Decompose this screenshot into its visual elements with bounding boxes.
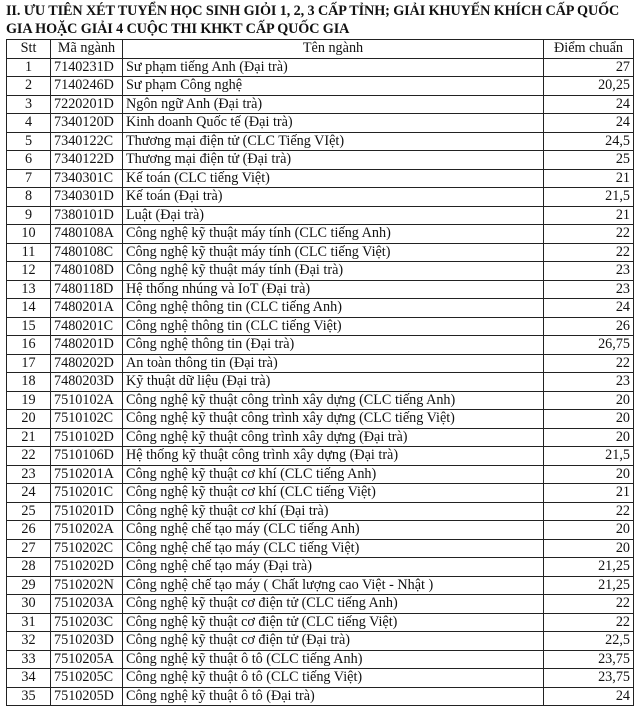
table-row (7, 558, 634, 577)
cell-stt: 11 (7, 243, 51, 262)
cell-ma-nganh: 7340122C (51, 132, 123, 151)
cell-ten-nganh: Công nghệ chế tạo máy ( Chất lượng cao Việt - Nhật ) (123, 576, 544, 595)
cell-diem-chuan: 22 (544, 243, 634, 262)
cell-stt: 34 (7, 669, 51, 688)
cell-ma-nganh: 7510201C (51, 484, 123, 503)
table-row (7, 280, 634, 299)
cell-ma-nganh: 7510205A (51, 650, 123, 669)
cell-stt: 21 (7, 428, 51, 447)
cell-ma-nganh: 7480108A (51, 225, 123, 244)
table-row (7, 410, 634, 429)
cell-ma-nganh: 7510102D (51, 428, 123, 447)
cell-ma-nganh: 7220201D (51, 95, 123, 114)
cell-ma-nganh: 7340301C (51, 169, 123, 188)
cell-diem-chuan: 21,5 (544, 188, 634, 207)
cell-stt: 22 (7, 447, 51, 466)
cell-ma-nganh: 7510106D (51, 447, 123, 466)
cell-stt: 27 (7, 539, 51, 558)
table-row (7, 132, 634, 151)
table-row (7, 391, 634, 410)
table-row (7, 447, 634, 466)
cell-stt: 35 (7, 687, 51, 706)
table-header-row (7, 40, 634, 59)
cell-ma-nganh: 7140231D (51, 58, 123, 77)
cell-ten-nganh: Công nghệ thông tin (CLC tiếng Anh) (123, 299, 544, 318)
cell-ten-nganh: Hệ thống kỹ thuật công trình xây dựng (Đại trà) (123, 447, 544, 466)
table-row (7, 373, 634, 392)
table-row (7, 484, 634, 503)
table-row (7, 521, 634, 540)
cell-diem-chuan: 22 (544, 613, 634, 632)
cell-ten-nganh: Thương mại điện tử (CLC Tiếng VIệt) (123, 132, 544, 151)
cell-ten-nganh: Công nghệ kỹ thuật công trình xây dựng (CLC tiếng Anh) (123, 391, 544, 410)
cell-ten-nganh: Công nghệ kỹ thuật cơ điện tử (CLC tiếng Anh) (123, 595, 544, 614)
cell-stt: 29 (7, 576, 51, 595)
cell-ten-nganh: Sư phạm tiếng Anh (Đại trà) (123, 58, 544, 77)
table-row (7, 225, 634, 244)
cell-ten-nganh: Công nghệ kỹ thuật máy tính (Đại trà) (123, 262, 544, 281)
table-row (7, 77, 634, 96)
cell-ten-nganh: Công nghệ kỹ thuật ô tô (Đại trà) (123, 687, 544, 706)
cell-ma-nganh: 7140246D (51, 77, 123, 96)
table-row (7, 336, 634, 355)
cell-ten-nganh: Thương mại điện tử (Đại trà) (123, 151, 544, 170)
cell-ma-nganh: 7480108C (51, 243, 123, 262)
cell-ten-nganh: Công nghệ kỹ thuật cơ khí (Đại trà) (123, 502, 544, 521)
cell-ma-nganh: 7510203C (51, 613, 123, 632)
cell-stt: 2 (7, 77, 51, 96)
cell-diem-chuan: 21,5 (544, 447, 634, 466)
cell-ten-nganh: Công nghệ chế tạo máy (CLC tiếng Việt) (123, 539, 544, 558)
cell-ten-nganh: Công nghệ thông tin (Đại trà) (123, 336, 544, 355)
cell-ma-nganh: 7480201A (51, 299, 123, 318)
cell-stt: 32 (7, 632, 51, 651)
cell-ma-nganh: 7480201D (51, 336, 123, 355)
cell-diem-chuan: 21 (544, 484, 634, 503)
cell-ma-nganh: 7510203A (51, 595, 123, 614)
cell-stt: 24 (7, 484, 51, 503)
cell-stt: 18 (7, 373, 51, 392)
cell-diem-chuan: 20 (544, 410, 634, 429)
cell-ma-nganh: 7340122D (51, 151, 123, 170)
table-row (7, 188, 634, 207)
header-stt: Stt (7, 40, 51, 59)
cell-stt: 26 (7, 521, 51, 540)
cell-stt: 3 (7, 95, 51, 114)
cell-ma-nganh: 7510102C (51, 410, 123, 429)
table-row (7, 354, 634, 373)
cell-ten-nganh: Công nghệ kỹ thuật cơ khí (CLC tiếng Việt) (123, 484, 544, 503)
table-row (7, 299, 634, 318)
cell-stt: 6 (7, 151, 51, 170)
cell-diem-chuan: 22 (544, 595, 634, 614)
cell-stt: 12 (7, 262, 51, 281)
cell-diem-chuan: 21 (544, 169, 634, 188)
table-row (7, 465, 634, 484)
table-body (7, 58, 634, 706)
header-diem-chuan: Điểm chuẩn (544, 40, 634, 59)
table-row (7, 95, 634, 114)
cell-stt: 33 (7, 650, 51, 669)
cell-stt: 4 (7, 114, 51, 133)
header-ten-nganh: Tên ngành (123, 40, 544, 59)
cell-diem-chuan: 21,25 (544, 558, 634, 577)
cell-ma-nganh: 7510102A (51, 391, 123, 410)
cell-ten-nganh: Công nghệ kỹ thuật máy tính (CLC tiếng Anh) (123, 225, 544, 244)
cell-diem-chuan: 22 (544, 502, 634, 521)
cell-ma-nganh: 7510205D (51, 687, 123, 706)
cell-diem-chuan: 24 (544, 114, 634, 133)
cell-ten-nganh: Công nghệ kỹ thuật công trình xây dựng (Đại trà) (123, 428, 544, 447)
cell-diem-chuan: 22 (544, 225, 634, 244)
cell-ten-nganh: Kế toán (Đại trà) (123, 188, 544, 207)
cell-stt: 17 (7, 354, 51, 373)
cell-ma-nganh: 7510202D (51, 558, 123, 577)
cell-ten-nganh: Công nghệ kỹ thuật ô tô (CLC tiếng Việt) (123, 669, 544, 688)
cell-stt: 16 (7, 336, 51, 355)
cell-ma-nganh: 7380101D (51, 206, 123, 225)
cell-stt: 13 (7, 280, 51, 299)
cell-diem-chuan: 21 (544, 206, 634, 225)
table-row (7, 576, 634, 595)
section-heading: II. ƯU TIÊN XÉT TUYỂN HỌC SINH GIỎI 1, 2, 3 CẤP TỈNH; GIẢI KHUYẾN KHÍCH CẤP QUỐC GIA HOẶC GIẢI 4 CUỘC THI KHKT CẤP QUỐC GIA (6, 3, 620, 37)
cell-ten-nganh: Kế toán (CLC tiếng Việt) (123, 169, 544, 188)
cell-ten-nganh: Công nghệ kỹ thuật ô tô (CLC tiếng Anh) (123, 650, 544, 669)
cell-ten-nganh: Công nghệ kỹ thuật cơ khí (CLC tiếng Anh) (123, 465, 544, 484)
cell-stt: 28 (7, 558, 51, 577)
cell-ten-nganh: Công nghệ kỹ thuật máy tính (CLC tiếng Việt) (123, 243, 544, 262)
cell-stt: 7 (7, 169, 51, 188)
cell-diem-chuan: 20 (544, 465, 634, 484)
table-row (7, 613, 634, 632)
cell-stt: 19 (7, 391, 51, 410)
cell-ten-nganh: Công nghệ kỹ thuật công trình xây dựng (CLC tiếng Việt) (123, 410, 544, 429)
cell-ten-nganh: Luật (Đại trà) (123, 206, 544, 225)
cell-ma-nganh: 7510202A (51, 521, 123, 540)
cell-stt: 1 (7, 58, 51, 77)
cell-stt: 25 (7, 502, 51, 521)
cell-ten-nganh: Sư phạm Công nghệ (123, 77, 544, 96)
table-row (7, 317, 634, 336)
cell-ten-nganh: Công nghệ kỹ thuật cơ điện tử (CLC tiếng Việt) (123, 613, 544, 632)
cell-stt: 15 (7, 317, 51, 336)
table-row (7, 687, 634, 706)
admission-score-table (6, 39, 634, 706)
cell-ten-nganh: Ngôn ngữ Anh (Đại trà) (123, 95, 544, 114)
cell-ma-nganh: 7340301D (51, 188, 123, 207)
cell-stt: 8 (7, 188, 51, 207)
table-row (7, 502, 634, 521)
cell-ma-nganh: 7480202D (51, 354, 123, 373)
cell-stt: 30 (7, 595, 51, 614)
cell-diem-chuan: 20 (544, 521, 634, 540)
cell-diem-chuan: 25 (544, 151, 634, 170)
table-row (7, 114, 634, 133)
cell-stt: 20 (7, 410, 51, 429)
cell-ten-nganh: Công nghệ chế tạo máy (CLC tiếng Anh) (123, 521, 544, 540)
cell-diem-chuan: 26 (544, 317, 634, 336)
cell-diem-chuan: 23 (544, 373, 634, 392)
cell-stt: 5 (7, 132, 51, 151)
cell-ma-nganh: 7510201D (51, 502, 123, 521)
cell-ma-nganh: 7480203D (51, 373, 123, 392)
cell-ma-nganh: 7510205C (51, 669, 123, 688)
cell-ma-nganh: 7510202C (51, 539, 123, 558)
cell-diem-chuan: 23 (544, 280, 634, 299)
table-row (7, 669, 634, 688)
cell-ma-nganh: 7480201C (51, 317, 123, 336)
cell-diem-chuan: 20 (544, 539, 634, 558)
table-row (7, 539, 634, 558)
cell-stt: 9 (7, 206, 51, 225)
table-row (7, 428, 634, 447)
cell-stt: 14 (7, 299, 51, 318)
table-row (7, 58, 634, 77)
cell-diem-chuan: 20 (544, 391, 634, 410)
cell-diem-chuan: 24 (544, 299, 634, 318)
table-row (7, 262, 634, 281)
cell-ma-nganh: 7340120D (51, 114, 123, 133)
cell-ma-nganh: 7510202N (51, 576, 123, 595)
header-ma-nganh: Mã ngành (51, 40, 123, 59)
cell-stt: 31 (7, 613, 51, 632)
cell-diem-chuan: 22 (544, 354, 634, 373)
table-row (7, 595, 634, 614)
table-row (7, 243, 634, 262)
cell-diem-chuan: 23 (544, 262, 634, 281)
table-row (7, 151, 634, 170)
table-row (7, 169, 634, 188)
table-row (7, 650, 634, 669)
cell-ten-nganh: Công nghệ thông tin (CLC tiếng Việt) (123, 317, 544, 336)
cell-stt: 10 (7, 225, 51, 244)
cell-ten-nganh: Kinh doanh Quốc tế (Đại trà) (123, 114, 544, 133)
cell-ten-nganh: Công nghệ kỹ thuật cơ điện tử (Đại trà) (123, 632, 544, 651)
cell-diem-chuan: 23,75 (544, 669, 634, 688)
cell-diem-chuan: 23,75 (544, 650, 634, 669)
cell-stt: 23 (7, 465, 51, 484)
cell-ten-nganh: Hệ thống nhúng và IoT (Đại trà) (123, 280, 544, 299)
cell-ten-nganh: Kỹ thuật dữ liệu (Đại trà) (123, 373, 544, 392)
cell-ma-nganh: 7510203D (51, 632, 123, 651)
cell-diem-chuan: 20 (544, 428, 634, 447)
cell-diem-chuan: 22,5 (544, 632, 634, 651)
cell-diem-chuan: 26,75 (544, 336, 634, 355)
table-row (7, 632, 634, 651)
cell-diem-chuan: 27 (544, 58, 634, 77)
cell-ma-nganh: 7480118D (51, 280, 123, 299)
cell-diem-chuan: 24 (544, 687, 634, 706)
cell-diem-chuan: 20,25 (544, 77, 634, 96)
cell-diem-chuan: 24 (544, 95, 634, 114)
cell-ten-nganh: Công nghệ chế tạo máy (Đại trà) (123, 558, 544, 577)
cell-ma-nganh: 7510201A (51, 465, 123, 484)
cell-ten-nganh: An toàn thông tin (Đại trà) (123, 354, 544, 373)
cell-diem-chuan: 21,25 (544, 576, 634, 595)
cell-ma-nganh: 7480108D (51, 262, 123, 281)
table-row (7, 206, 634, 225)
cell-diem-chuan: 24,5 (544, 132, 634, 151)
